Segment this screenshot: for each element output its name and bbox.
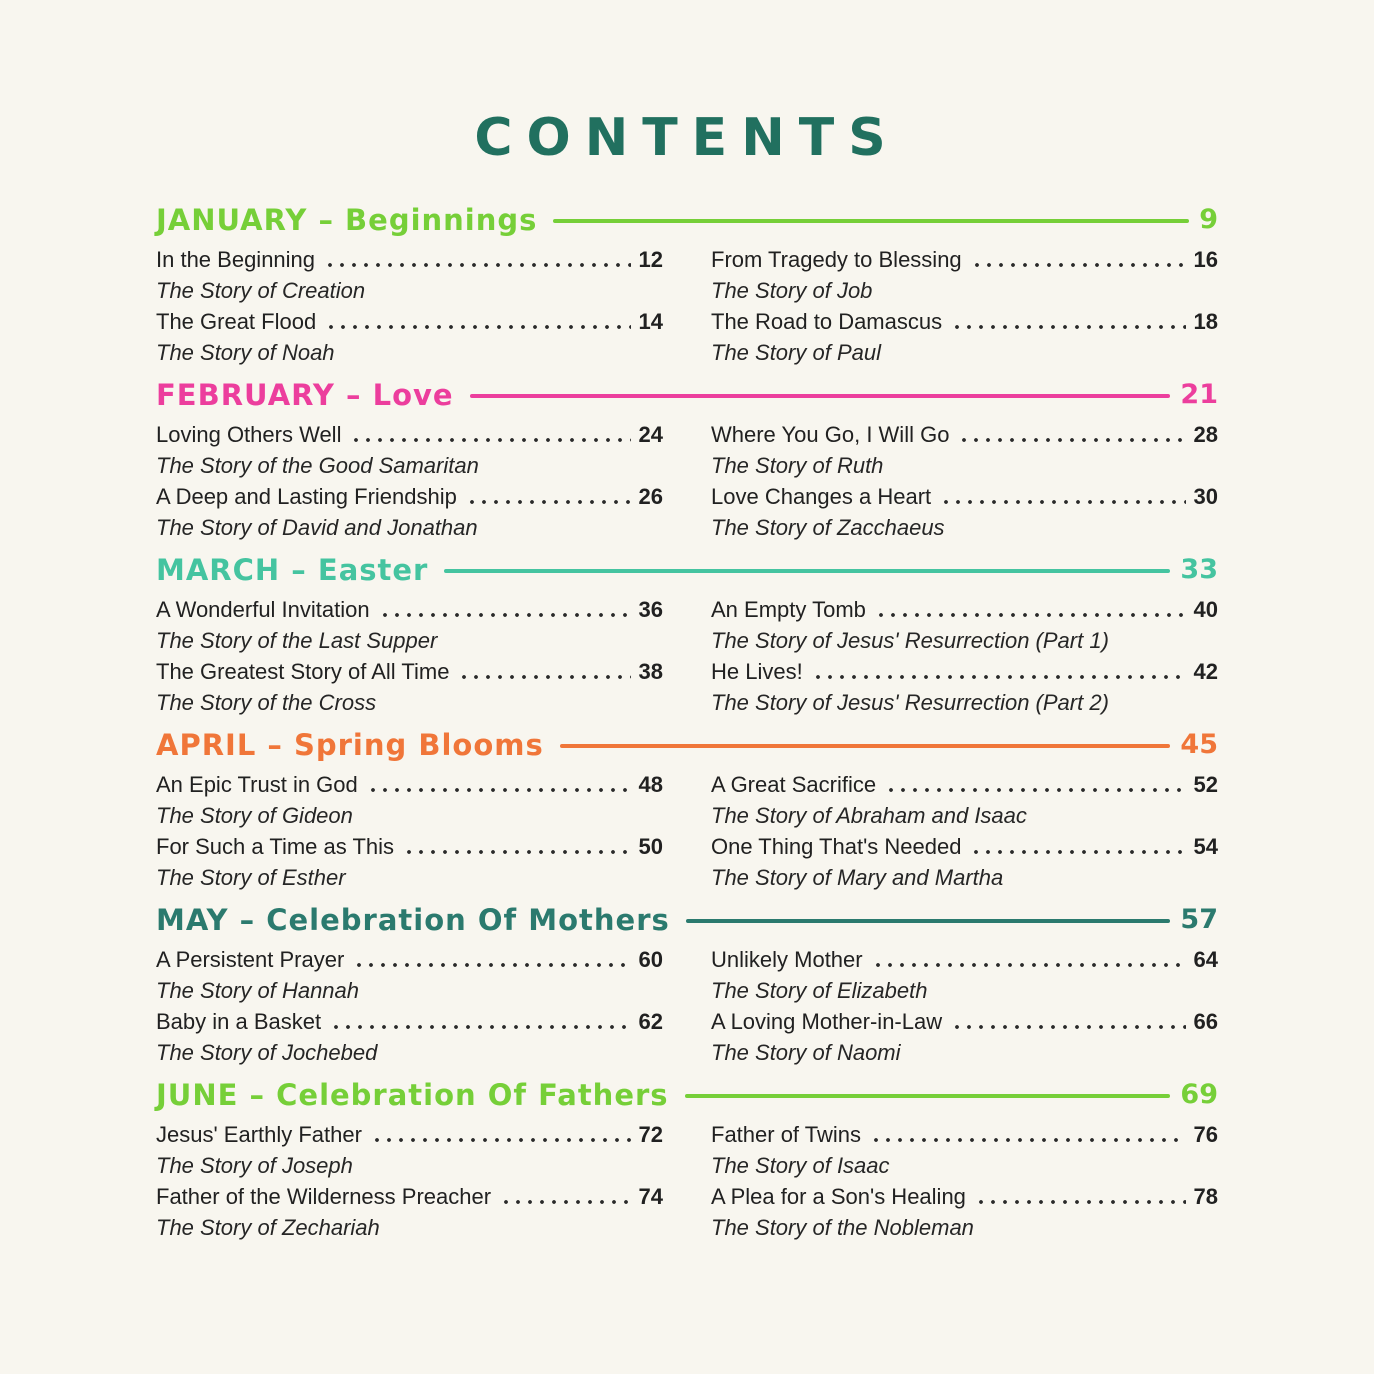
toc-entry <box>711 307 1218 369</box>
entry-subtitle: The Story of the Cross <box>156 690 377 715</box>
dot-leader <box>350 420 630 450</box>
dot-leader <box>403 832 631 862</box>
right-column <box>711 245 1218 369</box>
entry-title: Unlikely Mother <box>711 947 863 972</box>
section-rule <box>444 569 1170 573</box>
entry-subtitle: The Story of the Good Samaritan <box>156 453 479 478</box>
entry-subtitle: The Story of Joseph <box>156 1153 353 1178</box>
section-header <box>156 377 1218 413</box>
dot-leader <box>875 595 1186 625</box>
toc-entry <box>156 945 663 1007</box>
toc-entry <box>711 1120 1218 1182</box>
entry-page-number: 26 <box>638 484 663 509</box>
dot-leader <box>970 832 1185 862</box>
entry-subtitle: The Story of Noah <box>156 340 335 365</box>
entry-subtitle: The Story of Naomi <box>711 1040 901 1065</box>
dot-leader <box>812 657 1186 687</box>
dot-leader <box>367 770 631 800</box>
entry-subtitle: The Story of Ruth <box>711 453 884 478</box>
entry-subtitle: The Story of the Last Supper <box>156 628 438 653</box>
entry-page-number: 76 <box>1193 1122 1218 1147</box>
left-column <box>156 595 663 719</box>
entry-title: Father of Twins <box>711 1122 861 1147</box>
entry-title: Baby in a Basket <box>156 1009 322 1034</box>
right-column <box>711 420 1218 544</box>
section-rule <box>470 394 1171 398</box>
entry-page-number: 62 <box>638 1009 663 1034</box>
entry-page-number: 24 <box>638 422 663 447</box>
entry-subtitle: The Story of David and Jonathan <box>156 515 478 540</box>
section-page-number: 69 <box>1180 1079 1218 1110</box>
left-column <box>156 420 663 544</box>
contents-page <box>156 0 1218 1244</box>
toc-section-april <box>156 727 1218 894</box>
right-column <box>711 1120 1218 1244</box>
left-column <box>156 770 663 894</box>
dot-leader <box>975 1182 1186 1212</box>
toc-entry <box>711 945 1218 1007</box>
entry-title: One Thing That's Needed <box>711 834 962 859</box>
toc-section-january <box>156 202 1218 369</box>
left-column <box>156 245 663 369</box>
dot-leader <box>330 1007 630 1037</box>
entry-page-number: 28 <box>1193 422 1218 447</box>
entry-title: The Greatest Story of All Time <box>156 659 450 684</box>
toc-section-june <box>156 1077 1218 1244</box>
entry-title: A Loving Mother-in-Law <box>711 1009 943 1034</box>
toc-entry <box>156 307 663 369</box>
entry-subtitle: The Story of Gideon <box>156 803 353 828</box>
toc-entry <box>711 832 1218 894</box>
entry-page-number: 64 <box>1193 947 1218 972</box>
entry-title: Loving Others Well <box>156 422 342 447</box>
toc-entry <box>711 595 1218 657</box>
entry-page-number: 60 <box>638 947 663 972</box>
dot-leader <box>371 1120 631 1150</box>
right-column <box>711 770 1218 894</box>
section-title: JANUARY – Beginnings <box>156 203 538 237</box>
entry-subtitle: The Story of Jesus' Resurrection (Part 2) <box>711 690 1109 715</box>
entry-page-number: 72 <box>638 1122 663 1147</box>
entry-subtitle: The Story of Job <box>711 278 873 303</box>
dot-leader <box>951 307 1185 337</box>
toc-section-march <box>156 552 1218 719</box>
dot-leader <box>353 945 630 975</box>
dot-leader <box>940 482 1185 512</box>
entry-page-number: 36 <box>638 597 663 622</box>
entry-page-number: 78 <box>1193 1184 1218 1209</box>
entry-title: In the Beginning <box>156 247 316 272</box>
dot-leader <box>458 657 630 687</box>
section-rule <box>685 1094 1171 1098</box>
dot-leader <box>872 945 1186 975</box>
entry-subtitle: The Story of Mary and Martha <box>711 865 1004 890</box>
toc-entry <box>711 657 1218 719</box>
dot-leader <box>951 1007 1185 1037</box>
entry-title: A Wonderful Invitation <box>156 597 370 622</box>
toc-entry <box>711 420 1218 482</box>
entry-subtitle: The Story of Hannah <box>156 978 360 1003</box>
section-page-number: 33 <box>1180 554 1218 585</box>
section-title: JUNE – Celebration Of Fathers <box>156 1078 669 1112</box>
toc-entry <box>711 482 1218 544</box>
entry-page-number: 30 <box>1193 484 1218 509</box>
section-page-number: 57 <box>1180 904 1218 935</box>
toc-entry <box>156 1120 663 1182</box>
entry-subtitle: The Story of Creation <box>156 278 366 303</box>
toc-entry <box>711 770 1218 832</box>
toc-entry <box>156 420 663 482</box>
entry-page-number: 38 <box>638 659 663 684</box>
entry-title: The Great Flood <box>156 309 317 334</box>
right-column <box>711 945 1218 1069</box>
section-header <box>156 727 1218 763</box>
section-page-number: 45 <box>1180 729 1218 760</box>
entry-subtitle: The Story of Jochebed <box>156 1040 378 1065</box>
entry-page-number: 74 <box>638 1184 663 1209</box>
section-page-number: 9 <box>1199 204 1218 235</box>
section-title: MAY – Celebration Of Mothers <box>156 903 670 937</box>
dot-leader <box>379 595 631 625</box>
section-title: MARCH – Easter <box>156 553 429 587</box>
toc-section-may <box>156 902 1218 1069</box>
section-page-number: 21 <box>1180 379 1218 410</box>
entry-page-number: 18 <box>1193 309 1218 334</box>
entry-title: Father of the Wilderness Preacher <box>156 1184 492 1209</box>
entry-subtitle: The Story of the Nobleman <box>711 1215 974 1240</box>
entry-title: An Empty Tomb <box>711 597 866 622</box>
toc-entry <box>156 770 663 832</box>
section-header <box>156 902 1218 938</box>
page-title: CONTENTS <box>474 108 900 168</box>
section-header <box>156 202 1218 238</box>
entry-title: The Road to Damascus <box>711 309 943 334</box>
entry-page-number: 50 <box>638 834 663 859</box>
toc-entry <box>156 657 663 719</box>
dot-leader <box>500 1182 630 1212</box>
entry-title: A Great Sacrifice <box>711 772 877 797</box>
section-rule <box>686 919 1171 923</box>
entry-subtitle: The Story of Jesus' Resurrection (Part 1) <box>711 628 1109 653</box>
section-rule <box>553 219 1189 223</box>
dot-leader <box>466 482 631 512</box>
toc-entry <box>711 1182 1218 1244</box>
entry-page-number: 16 <box>1193 247 1218 272</box>
entry-title: Love Changes a Heart <box>711 484 932 509</box>
entry-subtitle: The Story of Paul <box>711 340 881 365</box>
right-column <box>711 595 1218 719</box>
entry-page-number: 66 <box>1193 1009 1218 1034</box>
toc-entry <box>156 1182 663 1244</box>
section-title: FEBRUARY – Love <box>156 378 454 412</box>
entry-subtitle: The Story of Elizabeth <box>711 978 928 1003</box>
section-rule <box>560 744 1171 748</box>
section-header <box>156 552 1218 588</box>
entry-title: An Epic Trust in God <box>156 772 358 797</box>
toc-entry <box>711 1007 1218 1069</box>
dot-leader <box>971 245 1186 275</box>
left-column <box>156 945 663 1069</box>
entry-title: For Such a Time as This <box>156 834 395 859</box>
dot-leader <box>870 1120 1186 1150</box>
entry-title: Where You Go, I Will Go <box>711 422 950 447</box>
toc-entry <box>156 832 663 894</box>
entry-subtitle: The Story of Isaac <box>711 1153 890 1178</box>
entry-subtitle: The Story of Zacchaeus <box>711 515 945 540</box>
toc-entry <box>156 595 663 657</box>
dot-leader <box>885 770 1185 800</box>
entry-title: A Plea for a Son's Healing <box>711 1184 966 1209</box>
left-column <box>156 1120 663 1244</box>
entry-title: A Persistent Prayer <box>156 947 345 972</box>
toc-section-february <box>156 377 1218 544</box>
entry-page-number: 14 <box>638 309 663 334</box>
entry-subtitle: The Story of Abraham and Isaac <box>711 803 1027 828</box>
dot-leader <box>958 420 1185 450</box>
toc-entry <box>156 245 663 307</box>
entry-title: A Deep and Lasting Friendship <box>156 484 457 509</box>
toc-entry <box>156 482 663 544</box>
entry-page-number: 42 <box>1193 659 1218 684</box>
entry-title: From Tragedy to Blessing <box>711 247 962 272</box>
toc-entry <box>711 245 1218 307</box>
dot-leader <box>325 307 630 337</box>
toc-entry <box>156 1007 663 1069</box>
entry-subtitle: The Story of Zechariah <box>156 1215 380 1240</box>
section-header <box>156 1077 1218 1113</box>
entry-title: Jesus' Earthly Father <box>156 1122 362 1147</box>
entry-page-number: 40 <box>1193 597 1218 622</box>
entry-page-number: 12 <box>638 247 663 272</box>
entry-subtitle: The Story of Esther <box>156 865 346 890</box>
entry-title: He Lives! <box>711 659 803 684</box>
entry-page-number: 54 <box>1193 834 1218 859</box>
section-title: APRIL – Spring Blooms <box>156 728 544 762</box>
entry-page-number: 52 <box>1193 772 1218 797</box>
dot-leader <box>324 245 630 275</box>
entry-page-number: 48 <box>638 772 663 797</box>
